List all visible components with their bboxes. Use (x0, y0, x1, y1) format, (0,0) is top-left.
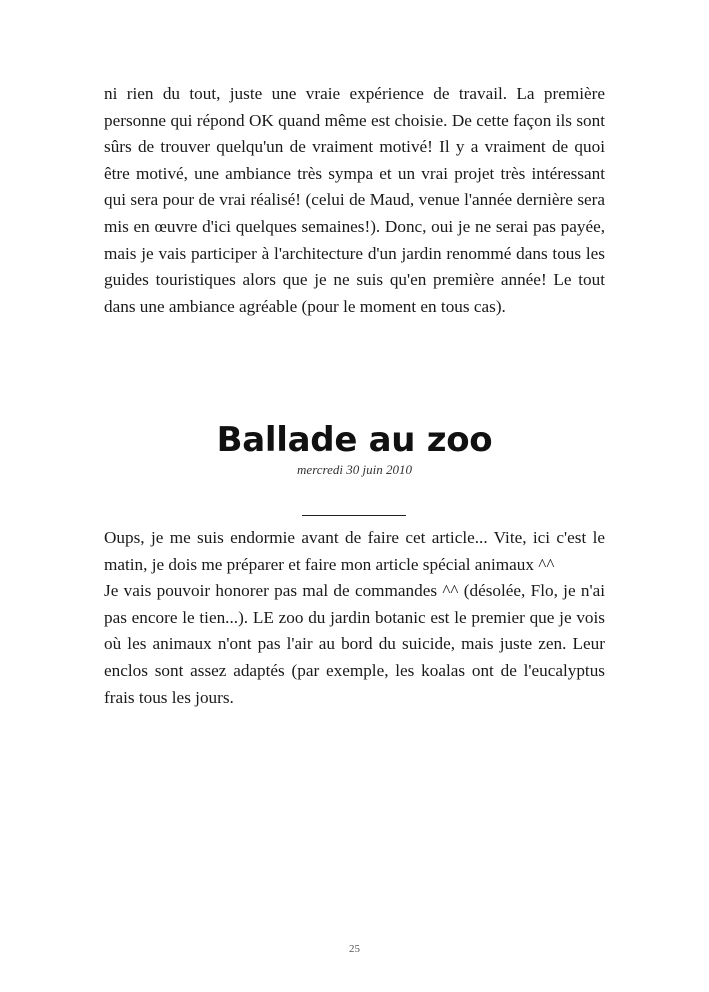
article-body (104, 525, 605, 711)
article-paragraph: Je vais pouvoir honorer pas mal de commandes ^^ (désolée, Flo, je n'ai pas encore le tien...). LE zoo du jardin botanic est le premier que je vois où les animaux n'ont pas l'air au bord du suicide, mais juste zen. Leur enclos sont assez adaptés (par exemple, les koalas ont de l'eucalyptus frais tous les jours. (104, 581, 605, 707)
article-title: Ballade au zoo (216, 420, 493, 460)
continuation-paragraph (104, 81, 605, 320)
continuation-paragraph-text: ni rien du tout, juste une vraie expérience de travail. La première personne qui répond OK quand même est choisie. De cette façon ils sont sûrs de trouver quelqu'un de vraiment motivé! Il y a vraiment de quoi être motivé, une ambiance très sympa et un vrai projet très intéressant qui sera pour de vrai réalisé! (celui de Maud, venue l'année dernière sera mis en œuvre d'ici quelques semaines!). Donc, oui je ne serai pas payée, mais je vais participer à l'architecture d'un jardin renommé dans tous les guides touristiques alors que je ne suis qu'en première année! Le tout dans une ambiance agréable (pour le moment en tous cas). (104, 84, 605, 316)
article-date: mercredi 30 juin 2010 (297, 462, 412, 477)
page-number: 25 (349, 943, 360, 955)
article-paragraph: Oups, je me suis endormie avant de faire cet article... Vite, ici c'est le matin, je dois me préparer et faire mon article spécial animaux ^^ (104, 528, 605, 574)
title-separator (302, 515, 406, 516)
